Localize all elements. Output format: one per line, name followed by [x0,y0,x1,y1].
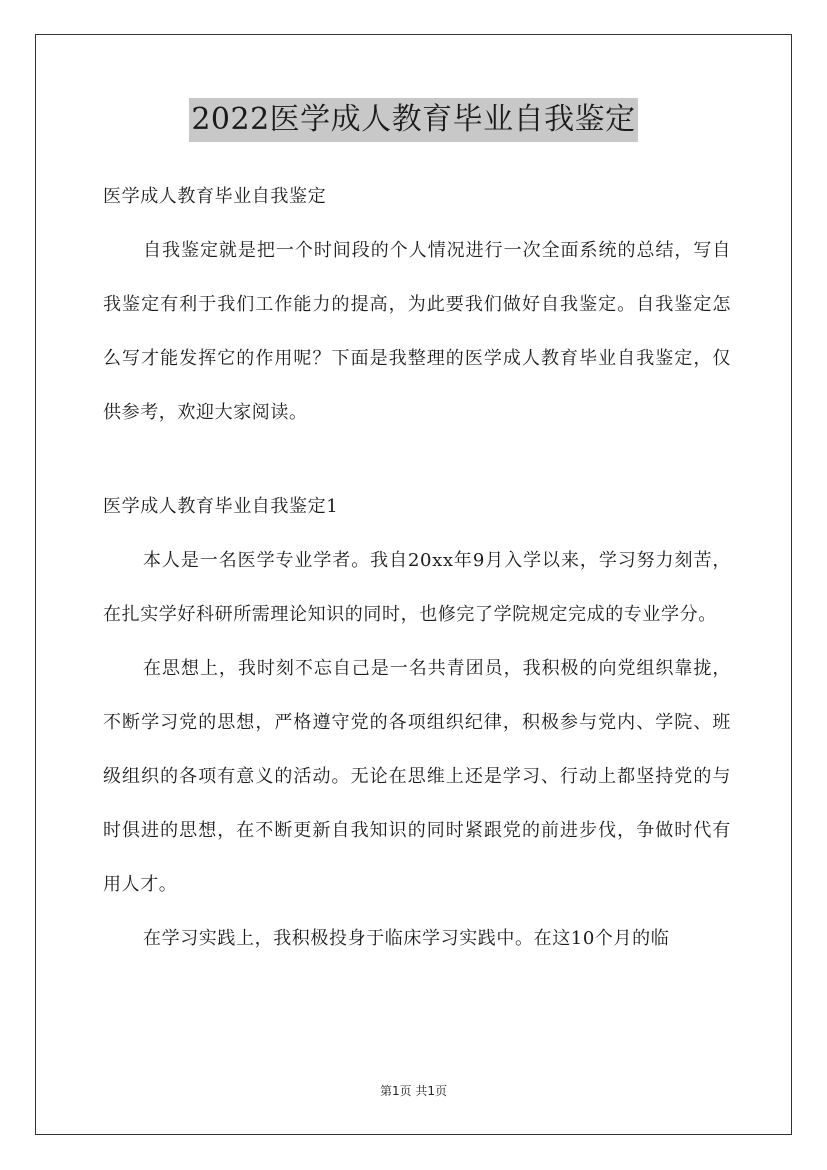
intro-paragraph: 自我鉴定就是把一个时间段的个人情况进行一次全面系统的总结，写自我鉴定有利于我们工作能力的提高，为此要我们做好自我鉴定。自我鉴定怎么写才能发挥它的作用呢？下面是我整理的医学成人教育毕业自我鉴定，仅供参考，欢迎大家阅读。 [103,240,731,423]
paragraph-2: 在思想上，我时刻不忘自己是一名共青团员，我积极的向党组织靠拢，不断学习党的思想，严格遵守党的各项组织纪律，积极参与党内、学院、班级组织的各项有意义的活动。无论在思维上还是学习、行动上都坚持党的与时俱进的思想，在不断更新自我知识的同时紧跟党的前进步伐，争做时代有用人才。 [103,658,731,895]
paragraph-3: 在学习实践上，我积极投身于临床学习实践中。在这10个月的临 [143,928,670,949]
section-gap [103,440,731,480]
document-title: 2022医学成人教育毕业自我鉴定 [189,98,637,142]
paragraph-1: 本人是一名医学专业学者。我自20xx年9月入学以来，学习努力刻苦，在扎实学好科研所需理论知识的同时，也修完了学院规定完成的专业学分。 [103,550,731,625]
page-footer: 第1页 共1页 [379,1084,448,1098]
document-body [103,170,731,966]
intro-heading: 医学成人教育毕业自我鉴定 [103,186,327,207]
section-heading-1: 医学成人教育毕业自我鉴定1 [103,496,339,517]
document-title-wrapper [0,98,827,142]
